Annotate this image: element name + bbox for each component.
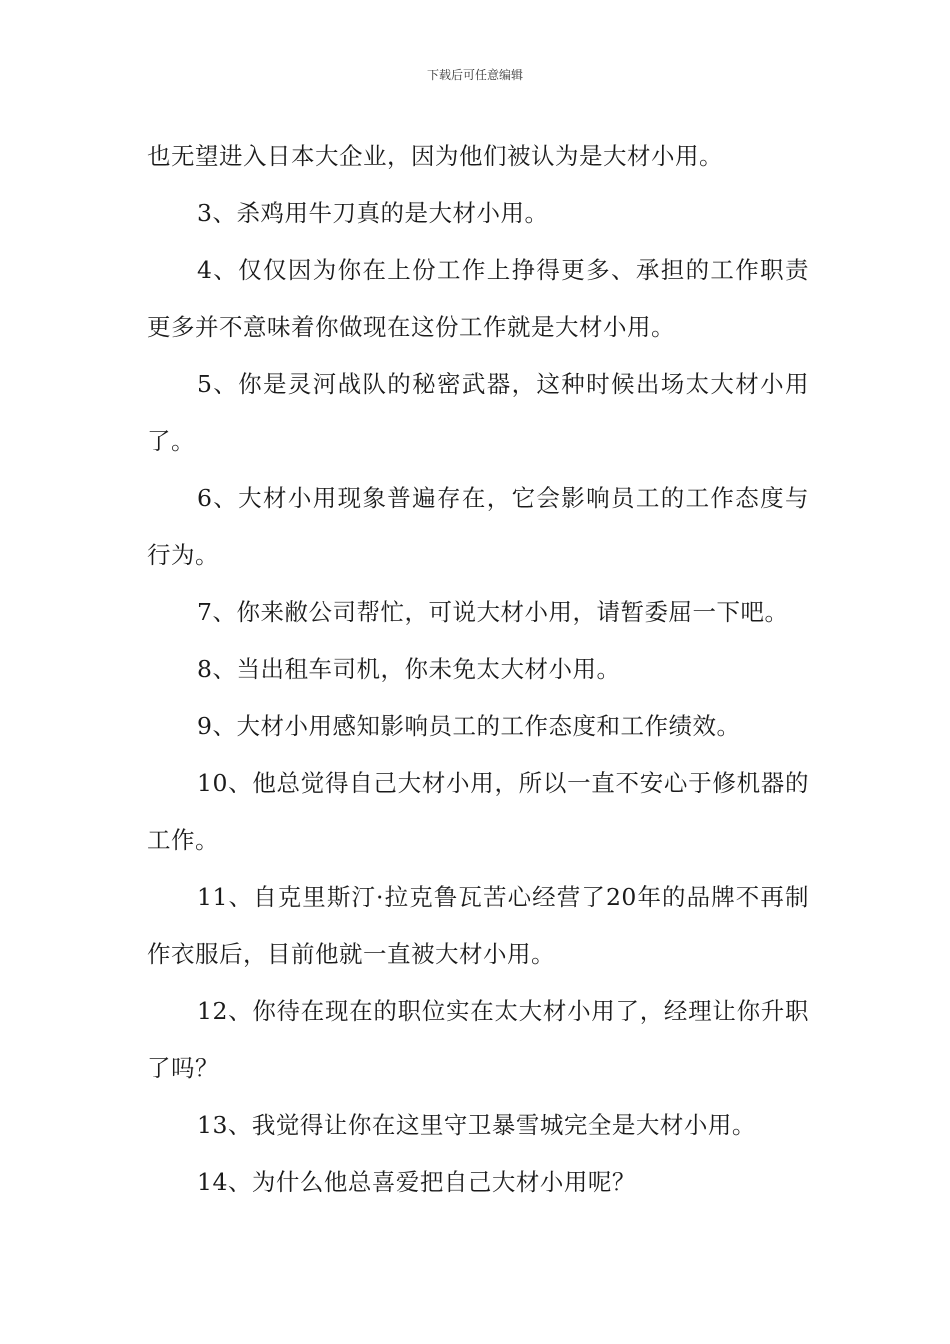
paragraph-item-13: 13、我觉得让你在这里守卫暴雪城完全是大材小用。	[197, 1111, 756, 1139]
paragraph-item-11: 11、自克里斯汀·拉克鲁瓦苦心经营了20年的品牌不再制作衣服后，目前他就一直被大材小用。	[147, 883, 809, 968]
paragraph-item-12: 12、你待在现在的职位实在太大材小用了，经理让你升职了吗？	[147, 997, 809, 1082]
paragraph-item-4: 4、仅仅因为你在上份工作上挣得更多、承担的工作职责更多并不意味着你做现在这份工作就是大材小用。	[147, 256, 809, 341]
paragraph-item-7: 7、你来敝公司帮忙，可说大材小用，请暂委屈一下吧。	[197, 598, 789, 626]
paragraph-item-14: 14、为什么他总喜爱把自己大材小用呢？	[197, 1168, 636, 1196]
document-body	[147, 128, 809, 1211]
page-header: 下载后可任意编辑	[426, 68, 523, 82]
paragraph-item-8: 8、当出租车司机，你未免太大材小用。	[197, 655, 621, 683]
paragraph-item-9: 9、大材小用感知影响员工的工作态度和工作绩效。	[197, 712, 741, 740]
paragraph-item-3: 3、杀鸡用牛刀真的是大材小用。	[197, 199, 549, 227]
paragraph-item-6: 6、大材小用现象普遍存在，它会影响员工的工作态度与行为。	[147, 484, 809, 569]
paragraph-item-5: 5、你是灵河战队的秘密武器，这种时候出场太大材小用了。	[147, 370, 809, 455]
paragraph-item-10: 10、他总觉得自己大材小用，所以一直不安心于修机器的工作。	[147, 769, 809, 854]
paragraph-continuation: 也无望进入日本大企业，因为他们被认为是大材小用。	[147, 142, 723, 170]
